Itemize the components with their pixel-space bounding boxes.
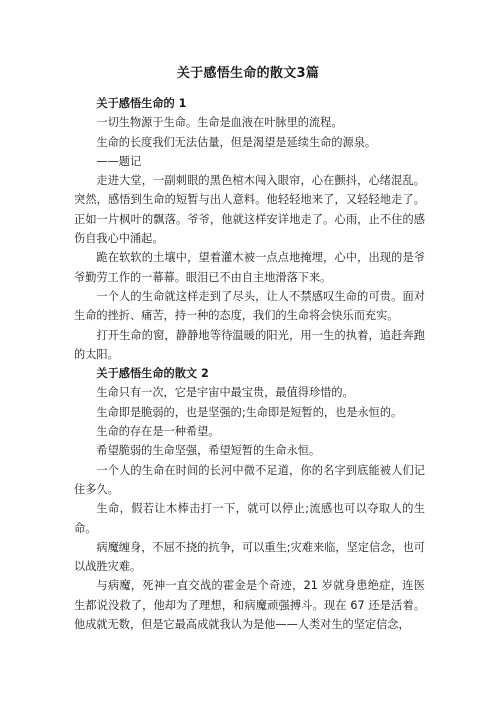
- section-heading: 关于感悟生命的 1: [96, 97, 187, 110]
- paragraph: 病魔缠身，不屈不挠的抗争，可以重生;灾难来临，坚定信念，也可以战胜灾难。: [74, 540, 425, 574]
- document-title: 关于感悟生命的散文3篇: [176, 66, 320, 81]
- paragraph: 生命的长度我们无法估量，但是渴望是延续生命的源泉。: [96, 135, 377, 149]
- paragraph: 与病魔，死神一直交战的霍金是个奇迹，21 岁就身患绝症，连医生都说没救了，他却为了理想，和病魔顽强搏斗。现在 67 还是活着。他成就无数，但是它最高成就我认为是他——人类对生的坚定信念，: [74, 579, 425, 632]
- paragraph: 生命的存在是一种希望。: [96, 425, 220, 439]
- paragraph: 一个人的生命就这样走到了尽头，让人不禁感叹生命的可贵。面对生命的挫折、痛苦，持一种的态度，我们的生命将会快乐而充实。: [74, 289, 425, 323]
- paragraph: 一切生物源于生命。生命是血液在叶脉里的流程。: [96, 116, 343, 130]
- section-heading: 关于感悟生命的散文 2: [96, 367, 209, 381]
- paragraph: 生命，假若让木棒击打一下，就可以停止;流感也可以夺取人的生命。: [74, 502, 425, 535]
- paragraph: ——题记: [96, 154, 142, 168]
- paragraph: 生命只有一次，它是宇宙中最宝贵，最值得珍惜的。: [96, 386, 354, 400]
- paragraph: 希望脆弱的生命坚强，希望短暂的生命永恒。: [96, 444, 321, 458]
- paragraph: 一个人的生命在时间的长河中微不足道，你的名字到底能被人们记住多久。: [74, 463, 425, 496]
- paragraph: 生命即是脆弱的，也是坚强的;生命即是短暂的，也是永恒的。: [96, 405, 403, 419]
- document-body: [74, 94, 425, 634]
- paragraph: 打开生命的窗，静静地等待温暖的阳光，用一生的执着，追赶奔跑的太阳。: [74, 328, 425, 361]
- paragraph: 走进大堂，一副刺眼的黑色棺木闯入眼帘，心在颤抖，心绪混乱。突然，感悟到生命的短暂与出人意料。他轻轻地来了，又轻轻地走了。正如一片枫叶的飘落。爷爷，他就这样安详地走了。心雨，止不住的感伤自我心中涌起。: [74, 174, 425, 246]
- paragraph: 跪在软软的土壤中，望着灌木被一点点地掩埋，心中，出现的是爷爷勤劳工作的一幕幕。眼泪已不由自主地滑落下来。: [74, 251, 425, 284]
